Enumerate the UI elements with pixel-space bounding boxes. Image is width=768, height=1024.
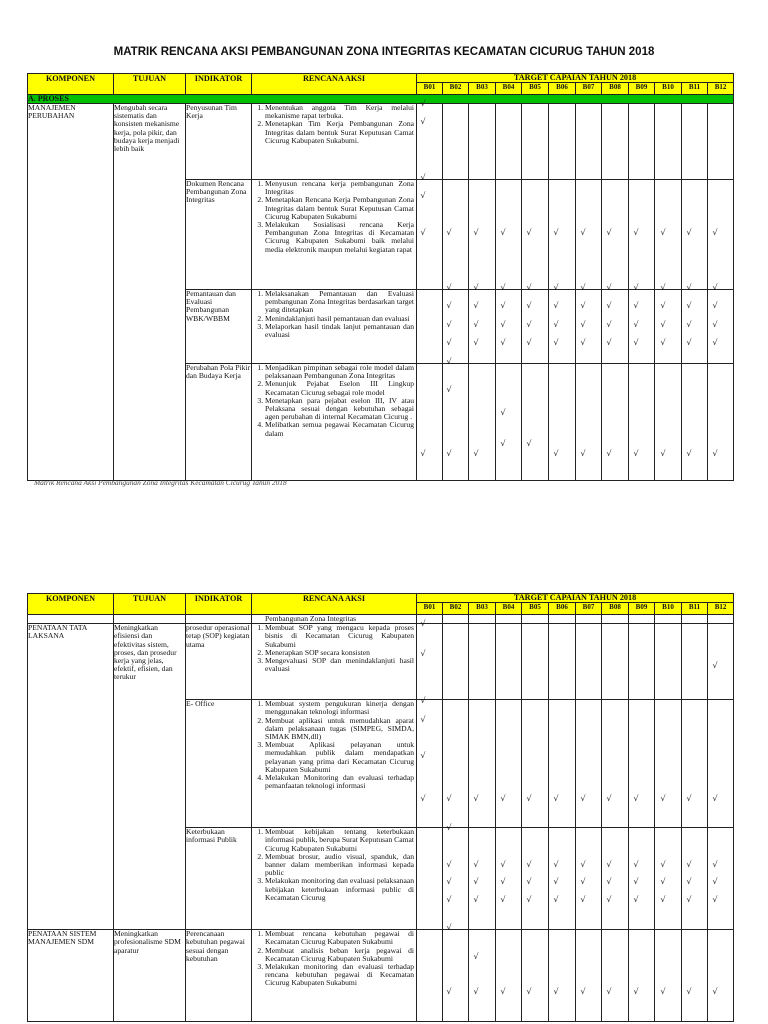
check-mark: √	[686, 320, 692, 329]
check-mark: √	[660, 895, 666, 904]
check-mark: √	[660, 877, 666, 886]
action-plan-table-page-2	[27, 593, 734, 1022]
check-mark: √	[446, 338, 452, 347]
check-mark: √	[473, 283, 479, 292]
check-mark: √	[580, 895, 586, 904]
month-header: B03	[469, 603, 496, 615]
check-mark: √	[553, 228, 559, 237]
check-mark: √	[606, 283, 612, 292]
check-mark: √	[580, 228, 586, 237]
header-indikator: INDIKATOR	[186, 74, 252, 95]
check-mark: √	[686, 449, 692, 458]
check-mark: √	[500, 987, 506, 996]
check-mark: √	[580, 320, 586, 329]
indikator-cell: Perencanaan kebutuhan pegawai sesuai dengan kebutuhan	[186, 930, 252, 1022]
action-item: 3. Melaporkan hasil tindak lanjut pemantauan dan evaluasi	[265, 323, 414, 339]
check-mark: √	[446, 823, 452, 832]
check-mark: √	[606, 301, 612, 310]
header-indikator: INDIKATOR	[186, 594, 252, 615]
check-mark: √	[633, 320, 639, 329]
check-mark: √	[446, 357, 452, 366]
action-item: 3. Mengevaluasi SOP dan menindaklanjuti hasil evaluasi	[265, 657, 414, 673]
check-mark: √	[526, 320, 532, 329]
check-mark: √	[553, 283, 559, 292]
month-header: B01	[417, 83, 443, 95]
check-mark: √	[473, 860, 479, 869]
header-target: TARGET CAPAIAN TAHUN 2018	[417, 74, 734, 83]
check-mark: √	[606, 228, 612, 237]
header-rencana-aksi: RENCANA AKSI	[252, 594, 417, 615]
check-mark: √	[446, 987, 452, 996]
rencana-aksi-cell	[252, 700, 417, 828]
check-mark: √	[712, 877, 718, 886]
action-item: 1. Menyusun rencana kerja pembangunan Zona Integritas	[265, 180, 414, 196]
tujuan-cell: Meningkatkan efisiensi dan efektivitas sistem, proses, dan prosedur kerja yang jelas, efektif, efisien, dan terukur	[114, 624, 186, 930]
check-mark: √	[446, 923, 452, 932]
check-mark: √	[686, 301, 692, 310]
rencana-aksi-cell	[252, 624, 417, 700]
check-mark: √	[553, 301, 559, 310]
indikator-cell: Pemantauan dan Evaluasi Pembangunan WBK/WBBM	[186, 290, 252, 364]
check-mark: √	[712, 895, 718, 904]
check-mark: √	[500, 794, 506, 803]
check-mark: √	[580, 449, 586, 458]
komponen-cell: MANAJEMEN PERUBAHAN	[28, 104, 114, 481]
action-item: 4. Melakukan Monitoring dan evaluasi terhadap pemanfaatan teknologi informasi	[265, 774, 414, 790]
header-rencana-aksi: RENCANA AKSI	[252, 74, 417, 95]
action-item: 3. Membuat Aplikasi pelayanan untuk memudahkan publik dalam mendapatkan pelayanan yang prima dari Kecamatan Cicurug Kabupaten Sukabumi	[265, 741, 414, 774]
check-mark: √	[633, 283, 639, 292]
check-mark: √	[553, 987, 559, 996]
action-item: 3. Melakukan monitoring dan evaluasi pelaksanaan kebijakan keterbukaan informasi public di Kecamatan Cicurug	[265, 877, 414, 902]
check-mark: √	[553, 794, 559, 803]
check-mark: √	[633, 338, 639, 347]
page-title: MATRIK RENCANA AKSI PEMBANGUNAN ZONA INTEGRITAS KECAMATAN CICURUG TAHUN 2018	[113, 46, 655, 58]
rencana-aksi-cell	[252, 930, 417, 1022]
month-header: B01	[417, 603, 443, 615]
check-mark: √	[712, 987, 718, 996]
section-heading: A. PROSES	[28, 95, 734, 104]
month-header: B07	[576, 83, 602, 95]
header-komponen: KOMPONEN	[28, 74, 114, 95]
check-mark: √	[420, 794, 426, 803]
action-item: 2. Menerapkan SOP secara konsisten	[265, 649, 414, 657]
check-mark: √	[633, 794, 639, 803]
check-mark: √	[633, 449, 639, 458]
tujuan-cell: Meningkatkan profesionalisme SDM aparatur	[114, 930, 186, 1022]
action-item: 2. Membuat analisis beban kerja pegawai di Kecamatan Cicurug Kabupaten Sukabumi	[265, 947, 414, 963]
check-mark: √	[420, 715, 426, 724]
action-item: 2. Membuat brosur, audio visual, spanduk, dan banner dalam memberikan informasi kepada public	[265, 853, 414, 878]
check-mark: √	[420, 99, 426, 108]
action-item: 2. Menunjuk Pejabat Eselon III Lingkup Kecamatan Cicurug sebagai role model	[265, 380, 414, 396]
check-mark: √	[712, 661, 718, 670]
carry-over-text: Pembangunan Zona Integritas	[252, 615, 417, 624]
check-mark: √	[633, 987, 639, 996]
month-header: B03	[469, 83, 496, 95]
check-mark: √	[660, 283, 666, 292]
check-mark: √	[553, 320, 559, 329]
check-mark: √	[473, 228, 479, 237]
month-header: B11	[682, 83, 708, 95]
check-mark: √	[420, 228, 426, 237]
check-mark: √	[420, 696, 426, 705]
month-header: B02	[443, 603, 469, 615]
check-mark: √	[473, 794, 479, 803]
indikator-cell: Dokumen Rencana Pembangunan Zona Integritas	[186, 180, 252, 290]
check-mark: √	[446, 794, 452, 803]
check-mark: √	[712, 320, 718, 329]
check-mark: √	[660, 301, 666, 310]
check-mark: √	[633, 301, 639, 310]
check-mark: √	[686, 283, 692, 292]
check-mark: √	[500, 877, 506, 886]
check-mark: √	[606, 877, 612, 886]
check-mark: √	[420, 117, 426, 126]
action-item: 3. Menetapkan para pejabat eselon III, IV atau Pelaksana sesuai dengan kebutuhan sebagai agen perubahan di internal Kecamatan Cicurug .	[265, 397, 414, 422]
check-mark: √	[446, 860, 452, 869]
check-mark: √	[526, 794, 532, 803]
check-mark: √	[526, 338, 532, 347]
month-header: B12	[708, 603, 734, 615]
tujuan-cell: Mengubah secara sistematis dan konsisten mekanisme kerja, pola pikir, dan budaya kerja menjadi lebih baik	[114, 104, 186, 481]
month-header: B07	[576, 603, 602, 615]
check-mark: √	[686, 895, 692, 904]
check-mark: √	[606, 860, 612, 869]
check-mark: √	[500, 228, 506, 237]
month-header: B11	[682, 603, 708, 615]
check-mark: √	[500, 301, 506, 310]
check-mark: √	[500, 439, 506, 448]
check-mark: √	[660, 987, 666, 996]
check-mark: √	[446, 895, 452, 904]
check-mark: √	[526, 283, 532, 292]
check-mark: √	[606, 449, 612, 458]
header-target: TARGET CAPAIAN TAHUN 2018	[417, 594, 734, 603]
month-header: B12	[708, 83, 734, 95]
check-mark: √	[500, 283, 506, 292]
check-mark: √	[712, 794, 718, 803]
check-mark: √	[553, 877, 559, 886]
check-mark: √	[660, 228, 666, 237]
check-mark: √	[500, 320, 506, 329]
action-item: 3. Melakukan monitoring dan evaluasi terhadap rencana kebutuhan pegawai di Kecamatan Cicurug Kabupaten Sukabumi	[265, 963, 414, 988]
check-mark: √	[526, 439, 532, 448]
check-mark: √	[633, 877, 639, 886]
action-item: 1. Menjadikan pimpinan sebagai role model dalam pelaksanaan Pembangunan Zona Integritas	[265, 364, 414, 380]
action-item: 2. Menetapkan Rencana Kerja Pembangunan Zona Integritas dalam bentuk Surat Keputusan Camat Cicurug Kabupaten Sukabumi	[265, 196, 414, 221]
month-header: B10	[655, 603, 682, 615]
check-mark: √	[686, 987, 692, 996]
check-mark: √	[553, 860, 559, 869]
month-header: B04	[496, 83, 522, 95]
action-plan-table-page-1	[27, 73, 734, 481]
action-item: 1. Membuat SOP yang mengacu kepada proses bisnis di Kecamatan Cicurug Kabupaten Sukabumi	[265, 624, 414, 649]
check-mark: √	[446, 385, 452, 394]
check-mark: √	[500, 895, 506, 904]
check-mark: √	[712, 301, 718, 310]
check-mark: √	[473, 877, 479, 886]
action-item: 1. Menentukan anggota Tim Kerja melalui mekanisme rapat terbuka.	[265, 104, 414, 120]
month-header: B09	[629, 83, 655, 95]
check-mark: √	[553, 338, 559, 347]
indikator-cell: Penyusunan Tim Kerja	[186, 104, 252, 180]
check-mark: √	[420, 649, 426, 658]
action-item: 2. Membuat aplikasi untuk memudahkan aparat dalam pelaksanaan tugas (SIMPEG, SIMDA, SIMAK BMN,dll)	[265, 717, 414, 742]
check-mark: √	[580, 860, 586, 869]
rencana-aksi-cell	[252, 290, 417, 364]
check-mark: √	[446, 301, 452, 310]
rencana-aksi-cell	[252, 828, 417, 930]
action-item: 2. Menindaklanjuti hasil pemantauan dan evaluasi	[265, 315, 414, 323]
check-mark: √	[473, 301, 479, 310]
check-mark: √	[526, 987, 532, 996]
check-mark: √	[500, 860, 506, 869]
month-header: B05	[522, 603, 549, 615]
month-header: B04	[496, 603, 522, 615]
action-item: 1. Membuat kebijakan tentang keterbukaan informasi publik, berupa Surat Keputusan Camat Cicurug Kabupaten Sukabumi	[265, 828, 414, 853]
check-mark: √	[580, 794, 586, 803]
check-mark: √	[473, 952, 479, 961]
check-mark: √	[580, 301, 586, 310]
check-mark: √	[686, 228, 692, 237]
check-mark: √	[446, 449, 452, 458]
rencana-aksi-cell	[252, 104, 417, 180]
check-mark: √	[420, 449, 426, 458]
indikator-cell: Perubahan Pola Pikir dan Budaya Kerja	[186, 364, 252, 481]
check-mark: √	[580, 338, 586, 347]
check-mark: √	[446, 877, 452, 886]
month-header: B08	[602, 603, 629, 615]
check-mark: √	[606, 320, 612, 329]
check-mark: √	[473, 449, 479, 458]
check-mark: √	[606, 794, 612, 803]
check-mark: √	[526, 895, 532, 904]
action-item: 1. Melaksanakan Pemantauan dan Evaluasi pembangunan Zona Integritas berdasarkan target yang ditetapkan	[265, 290, 414, 315]
header-tujuan: TUJUAN	[114, 594, 186, 615]
check-mark: √	[660, 860, 666, 869]
check-mark: √	[580, 877, 586, 886]
check-mark: √	[420, 191, 426, 200]
check-mark: √	[606, 338, 612, 347]
rencana-aksi-cell	[252, 364, 417, 481]
check-mark: √	[580, 283, 586, 292]
check-mark: √	[660, 338, 666, 347]
check-mark: √	[606, 987, 612, 996]
check-mark: √	[606, 895, 612, 904]
check-mark: √	[526, 228, 532, 237]
month-header: B09	[629, 603, 655, 615]
indikator-cell: prosedur operasional tetap (SOP) kegiatan utama	[186, 624, 252, 700]
header-tujuan: TUJUAN	[114, 74, 186, 95]
month-header: B08	[602, 83, 629, 95]
check-mark: √	[473, 895, 479, 904]
check-mark: √	[712, 228, 718, 237]
check-mark: √	[446, 283, 452, 292]
check-mark: √	[526, 301, 532, 310]
action-item: 2. Menetapkan Tim Kerja Pembangunan Zona Integritas dalam bentuk Surat Keputusan Camat Cicurug Kabupaten Sukabumi.	[265, 120, 414, 145]
check-mark: √	[500, 408, 506, 417]
check-mark: √	[633, 228, 639, 237]
check-mark: √	[420, 173, 426, 182]
month-header: B06	[549, 83, 576, 95]
indikator-cell: E- Office	[186, 700, 252, 828]
action-item: 1. Membuat rencana kebutuhan pegawai di Kecamatan Cicurug Kabupaten Sukabumi	[265, 930, 414, 946]
check-mark: √	[686, 860, 692, 869]
check-mark: √	[473, 338, 479, 347]
action-item: 4. Melibatkan semua pegawai Kecamatan Cicurug dalam	[265, 421, 414, 437]
check-mark: √	[712, 449, 718, 458]
check-mark: √	[553, 449, 559, 458]
check-mark: √	[553, 895, 559, 904]
check-mark: √	[446, 228, 452, 237]
rencana-aksi-cell	[252, 180, 417, 290]
table-caption: Matrik Rencana Aksi Pembangunan Zona Integritas Kecamatan Cicurug Tahun 2018	[34, 478, 287, 487]
action-item: 3. Melakukan Sosialisasi rencana Kerja Pembangunan Zona Integritas di Kecamatan Cicurug Kabupaten Sukabumi baik melalui media elektronik maupun melalui kegiatan rapat	[265, 221, 414, 254]
check-mark: √	[712, 860, 718, 869]
check-mark: √	[500, 338, 506, 347]
komponen-cell: PENATAAN TATA LAKSANA	[28, 624, 114, 930]
check-mark: √	[686, 338, 692, 347]
check-mark: √	[633, 860, 639, 869]
check-mark: √	[420, 751, 426, 760]
check-mark: √	[580, 987, 586, 996]
check-mark: √	[526, 877, 532, 886]
indikator-cell: Keterbukaan informasi Publik	[186, 828, 252, 930]
check-mark: √	[686, 877, 692, 886]
check-mark: √	[473, 320, 479, 329]
month-header: B06	[549, 603, 576, 615]
check-mark: √	[686, 794, 692, 803]
check-mark: √	[633, 895, 639, 904]
check-mark: √	[473, 987, 479, 996]
check-mark: √	[660, 449, 666, 458]
header-komponen: KOMPONEN	[28, 594, 114, 615]
check-mark: √	[420, 619, 426, 628]
check-mark: √	[446, 320, 452, 329]
check-mark: √	[660, 794, 666, 803]
check-mark: √	[712, 283, 718, 292]
month-header: B10	[655, 83, 682, 95]
check-mark: √	[526, 860, 532, 869]
action-item: 1. Membuat system pengukuran kinerja dengan menggunakan teknologi informasi	[265, 700, 414, 716]
komponen-cell: PENATAAN SISTEM MANAJEMEN SDM	[28, 930, 114, 1022]
month-header: B05	[522, 83, 549, 95]
check-mark: √	[660, 320, 666, 329]
month-header: B02	[443, 83, 469, 95]
check-mark: √	[712, 338, 718, 347]
